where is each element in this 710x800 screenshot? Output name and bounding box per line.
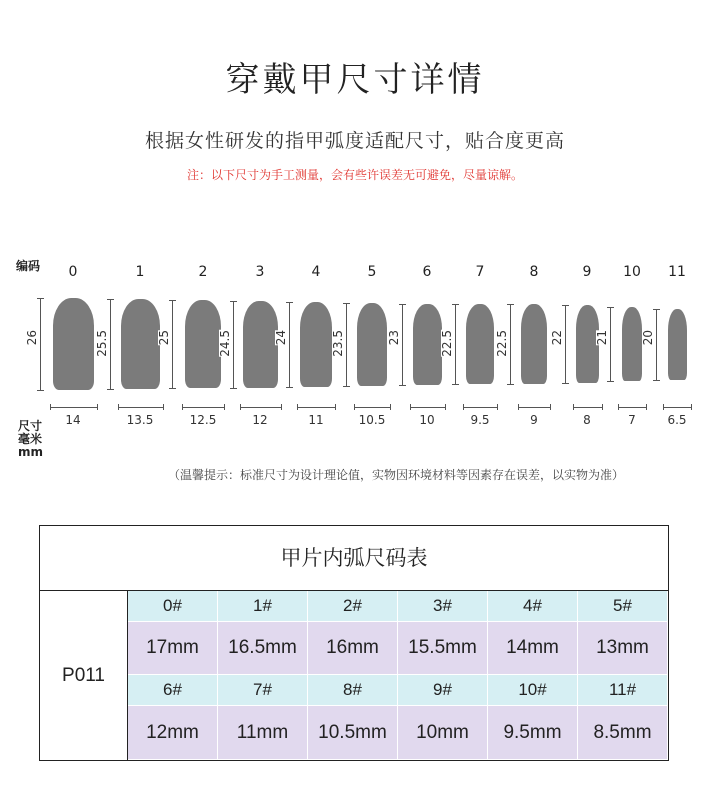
table-cell: 10mm [398,706,488,760]
width-line [182,407,224,408]
length-label: 24 [274,330,288,346]
width-label: 11 [308,413,324,427]
length-tick [607,381,614,382]
width-tick [335,404,336,410]
nail-shape-0 [53,298,94,390]
width-label: 10 [419,413,435,427]
width-line [50,407,97,408]
measurement-note: 注：以下尺寸为手工测量，会有些许误差无可避免，尽量谅解。 [186,168,523,182]
nail-code-0: 0 [68,264,78,280]
length-tick [37,298,44,299]
width-tick [573,404,574,410]
nail-shape-11 [668,309,687,380]
length-label: 25.5 [95,330,109,357]
length-label: 22 [550,330,564,346]
table-cell: 16mm [308,622,398,675]
length-line [565,305,566,383]
table-cell: 14mm [488,622,578,675]
length-label: 22.5 [440,330,454,357]
width-tick [354,404,355,410]
nail-code-1: 1 [135,264,145,280]
length-label: 21 [595,330,609,346]
width-tick [390,404,391,410]
length-tick [107,389,114,390]
length-line [289,302,290,387]
table-cell: 17mm [128,622,218,675]
table-cell: 7# [218,675,308,706]
width-label: 10.5 [358,413,386,427]
nail-code-6: 6 [422,264,432,280]
table-cell: 16.5mm [218,622,308,675]
width-line [297,407,335,408]
length-tick [286,387,293,388]
nail-code-8: 8 [529,264,539,280]
nail-shape-5 [357,303,387,386]
length-line [110,299,111,389]
table-cell: 1# [218,591,308,622]
table-cell: 12mm [128,706,218,760]
nail-shape-3 [243,301,278,388]
width-tick [163,404,164,410]
length-tick [452,304,459,305]
width-label: 7 [628,413,636,427]
nail-shape-7 [466,304,494,384]
width-tick [618,404,619,410]
length-label: 23 [387,330,401,346]
width-line [463,407,497,408]
width-tick [281,404,282,410]
table-cell: 5# [578,591,668,622]
length-line [233,301,234,388]
width-tick [97,404,98,410]
length-tick [230,388,237,389]
nail-shape-1 [121,299,160,389]
width-label: 14 [65,413,81,427]
length-tick [399,304,406,305]
length-tick [607,307,614,308]
length-tick [343,386,350,387]
width-label: 13.5 [126,413,154,427]
width-label: 9.5 [470,413,490,427]
width-tick [410,404,411,410]
width-tick [50,404,51,410]
nail-code-11: 11 [668,264,686,280]
page-subtitle: 根据女性研发的指甲弧度适配尺寸，贴合度更高 [144,130,565,152]
width-line [240,407,281,408]
nail-code-9: 9 [582,264,592,280]
width-tick [497,404,498,410]
length-tick [343,303,350,304]
width-tick [518,404,519,410]
nail-code-7: 7 [475,264,485,280]
length-tick [507,304,514,305]
width-tick [297,404,298,410]
length-line [610,307,611,381]
width-line [118,407,163,408]
length-line [172,300,173,388]
table-cell: 8.5mm [578,706,668,760]
table-cell: 11mm [218,706,308,760]
table-cell: 11# [578,675,668,706]
width-line [663,407,691,408]
length-tick [653,380,660,381]
width-label: 9 [530,413,538,427]
width-label: 8 [583,413,591,427]
arc-size-grid [128,591,668,760]
nail-shape-10 [622,307,642,381]
table-cell: 0# [128,591,218,622]
length-label: 25 [157,330,171,346]
table-cell: 2# [308,591,398,622]
table-cell: 9.5mm [488,706,578,760]
width-line [410,407,445,408]
nail-code-2: 2 [198,264,208,280]
length-label: 23.5 [331,330,345,357]
arc-size-table [39,525,669,761]
length-line [656,309,657,380]
table-cell: 9# [398,675,488,706]
length-line [402,304,403,385]
width-tick [550,404,551,410]
width-tick [663,404,664,410]
width-tick [182,404,183,410]
table-cell: 3# [398,591,488,622]
length-line [510,304,511,384]
width-tick [118,404,119,410]
length-label: 22.5 [495,330,509,357]
nail-code-3: 3 [255,264,265,280]
table-cell: 6# [128,675,218,706]
table-cell: 10# [488,675,578,706]
width-tick [224,404,225,410]
width-line [573,407,602,408]
length-tick [562,305,569,306]
table-cell: 13mm [578,622,668,675]
width-tick [240,404,241,410]
length-tick [399,385,406,386]
width-tick [602,404,603,410]
table-cell: 8# [308,675,398,706]
table-cell: 15.5mm [398,622,488,675]
width-tick [646,404,647,410]
length-tick [286,302,293,303]
length-line [455,304,456,384]
nail-shape-2 [185,300,221,388]
nail-shape-6 [413,304,442,385]
width-label: 6.5 [667,413,687,427]
length-tick [107,299,114,300]
nail-code-4: 4 [311,264,321,280]
length-tick [507,384,514,385]
length-line [346,303,347,386]
width-label: 12 [252,413,268,427]
width-line [354,407,390,408]
length-tick [653,309,660,310]
width-tick [691,404,692,410]
length-tick [169,388,176,389]
size-label: 尺寸 毫米 mm [18,419,44,459]
nail-shape-4 [300,302,332,387]
length-tick [37,390,44,391]
tip-text: （温馨提示：标准尺寸为设计理论值，实物因环境材料等因素存在误差，以实物为准） [168,468,625,482]
length-line [40,298,41,390]
nail-shape-8 [521,304,547,384]
nail-code-5: 5 [367,264,377,280]
width-line [518,407,550,408]
length-label: 24.5 [218,330,232,357]
length-tick [230,301,237,302]
table-title: 甲片内弧尺码表 [40,526,668,591]
width-label: 12.5 [189,413,217,427]
length-tick [562,383,569,384]
code-label: 编码 [16,259,41,273]
table-cell: 10.5mm [308,706,398,760]
nail-code-10: 10 [623,264,641,280]
page-title: 穿戴甲尺寸详情 [225,60,485,100]
width-tick [445,404,446,410]
width-tick [463,404,464,410]
length-tick [452,384,459,385]
product-code: P011 [40,591,128,760]
width-line [618,407,646,408]
length-tick [169,300,176,301]
table-cell: 4# [488,591,578,622]
length-label: 26 [25,330,39,346]
length-label: 20 [641,330,655,346]
